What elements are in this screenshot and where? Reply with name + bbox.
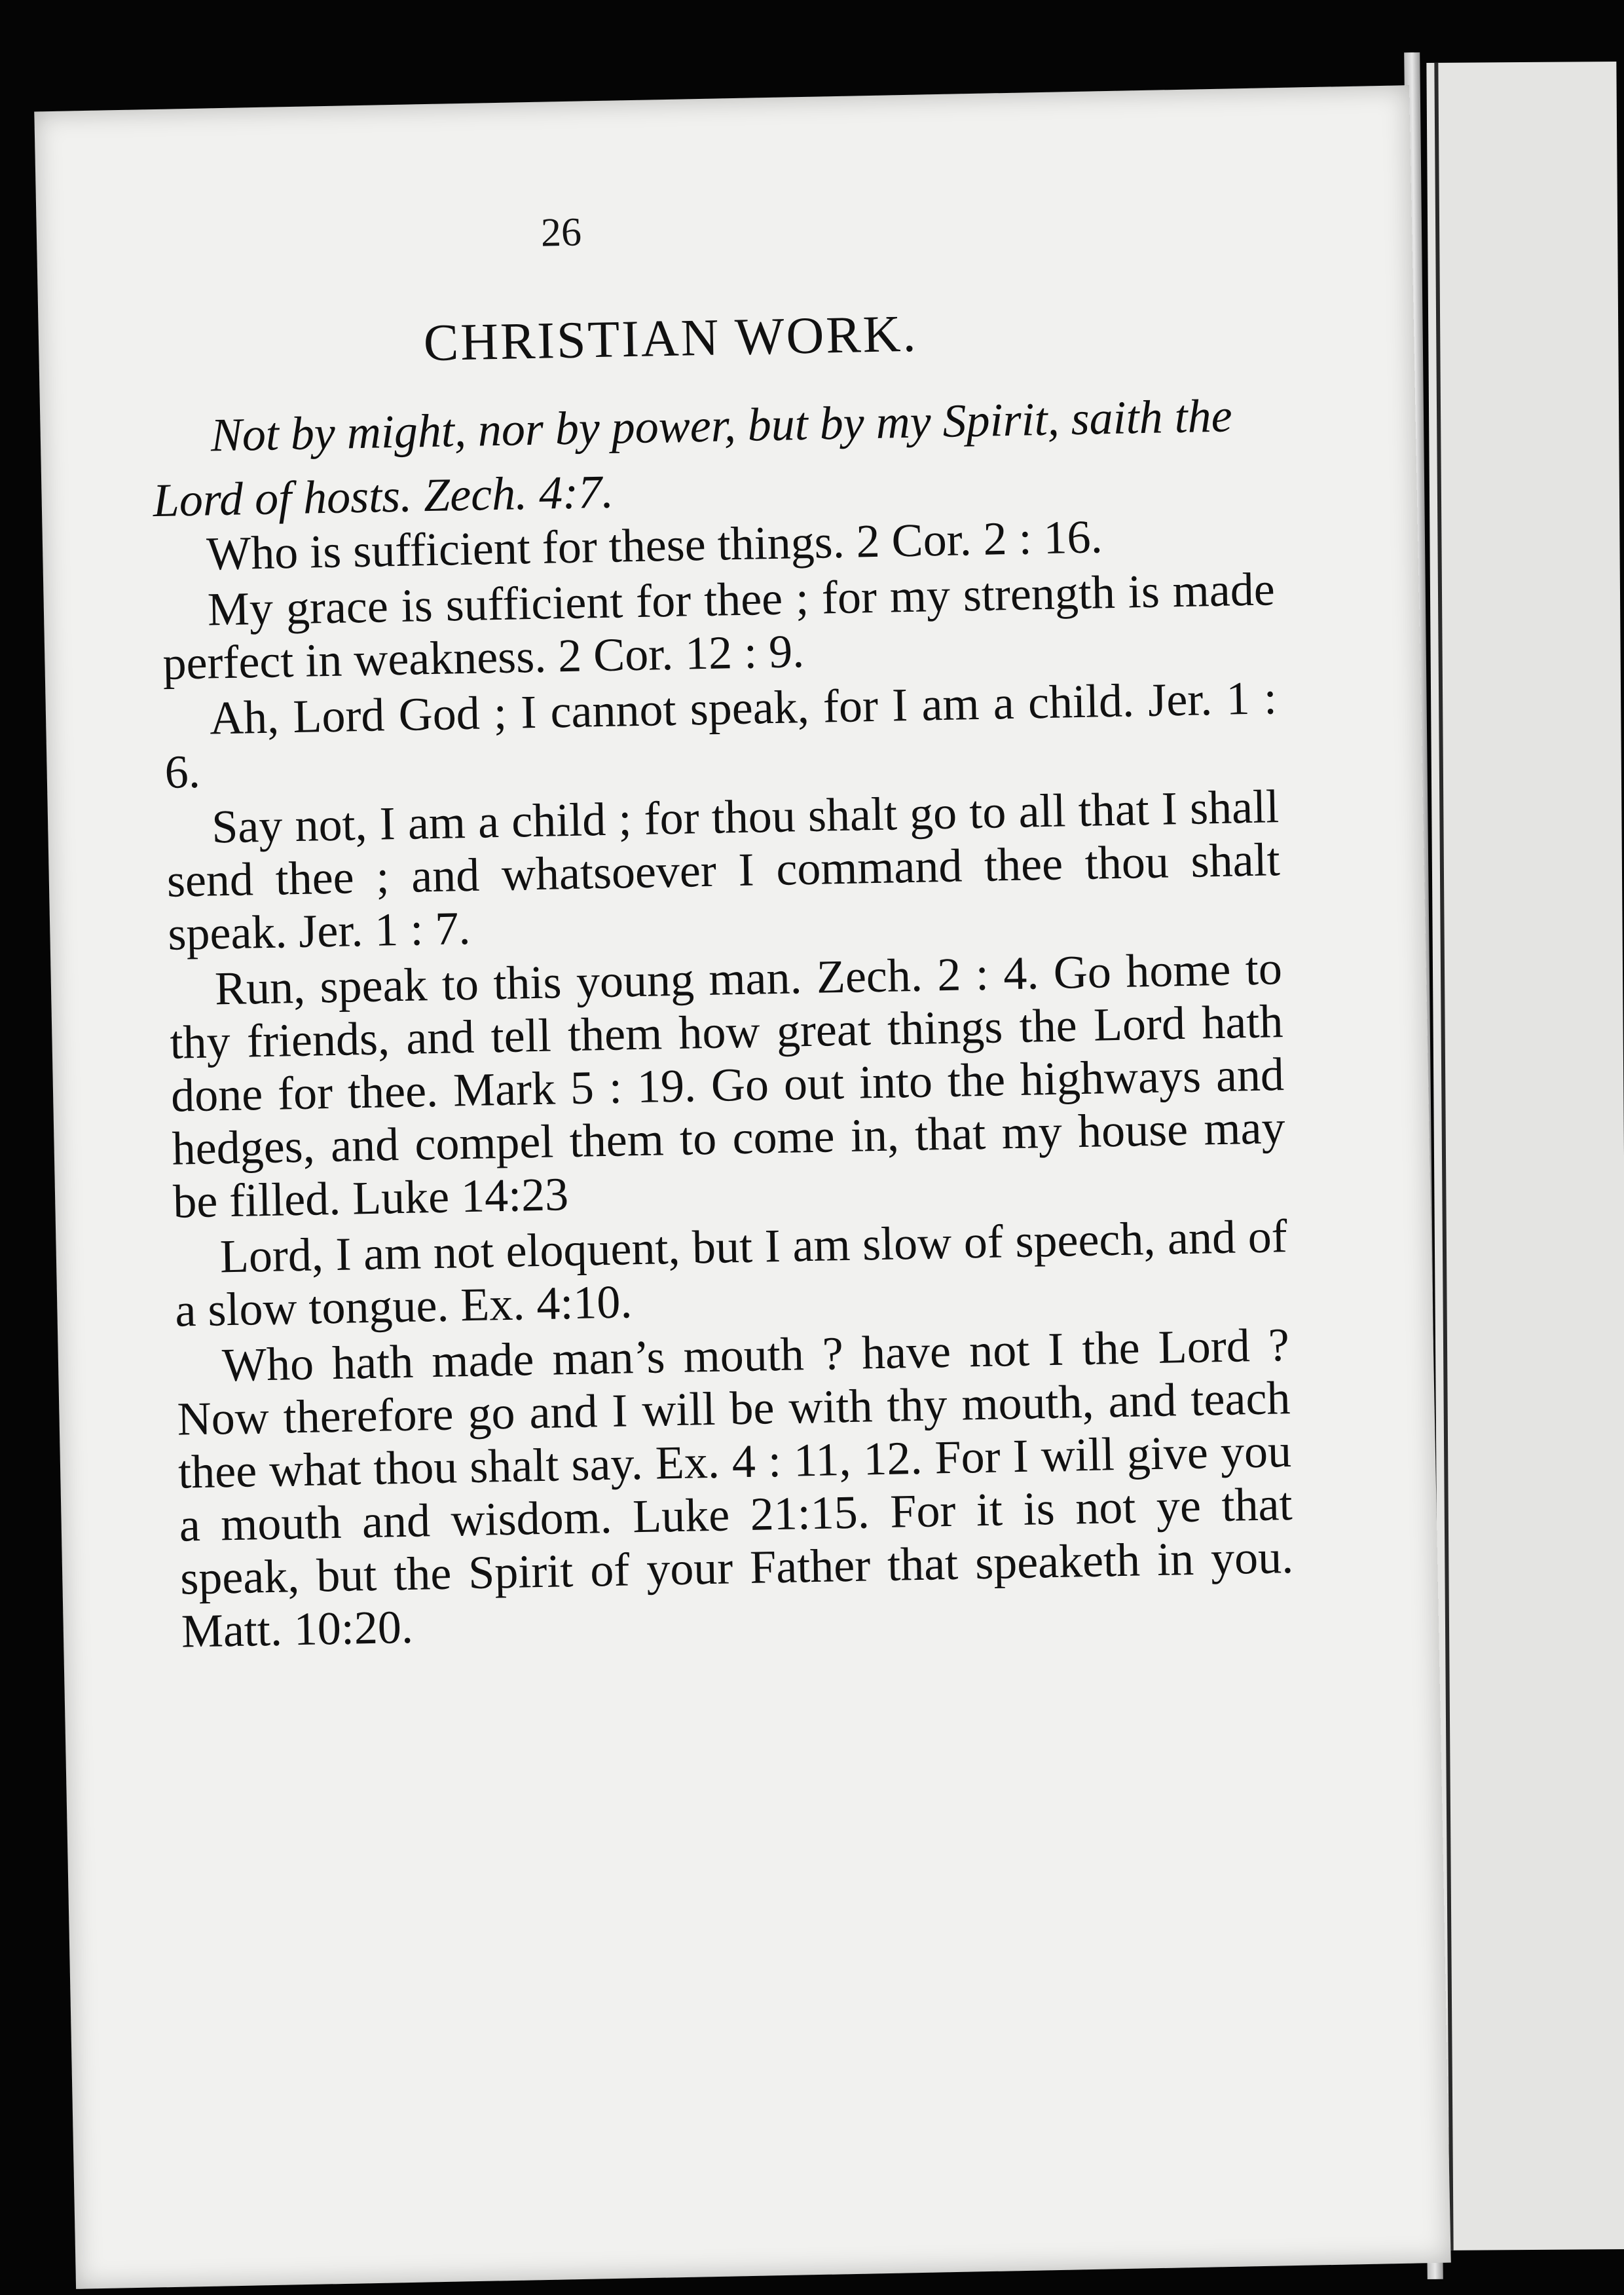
verse-paragraph: Ah, Lord God ; I cannot speak, for I am a child. Jer. 1 : 6. — [164, 671, 1278, 798]
epigraph: Not by might, nor by power, but by my Spirit, saith the Lord of hosts. Zech. 4:7. — [152, 389, 1233, 527]
adjacent-page — [1426, 62, 1624, 2250]
book-page — [34, 85, 1450, 2289]
verse-paragraph: Run, speak to this young man. Zech. 2 : 4. Go home to thy friends, and tell them how great things the Lord hath done for thee. Mark 5 : 19. Go out into the highways and hedges, and compel them to come in, that my house may be filled. Luke 14:23 — [169, 942, 1286, 1228]
verse-paragraph: Say not, I am a child ; for thou shalt go to all that I shall send thee ; and whatsoever I command thee thou shalt speak. Jer. 1 : 7. — [166, 780, 1281, 960]
verse-paragraph: Lord, I am not eloquent, but I am slow of speech, and of a slow tongue. Ex. 4:10. — [174, 1210, 1288, 1337]
page-number: 26 — [540, 210, 582, 255]
page-heading: CHRISTIAN WORK. — [423, 305, 919, 373]
verse-paragraph: Who hath made man’s mouth ? have not I the Lord ? Now therefore go and I will be with thy mouth, and teach thee what thou shalt say. Ex. 4 : 11, 12. For I will give you a mouth and wisdom. Luke 21:15. For it is not ye that speak, but the Spirit of your Father that speaketh in you. Matt. 10:20. — [176, 1318, 1294, 1658]
verse-paragraph: My grace is sufficient for thee ; for my strength is made perfect in weakness. 2 Cor. 12 : 9. — [162, 563, 1276, 690]
verse-paragraph: Who is sufficient for these things. 2 Cor. 2 : 16. — [206, 510, 1103, 580]
verse-list — [160, 507, 1295, 1660]
